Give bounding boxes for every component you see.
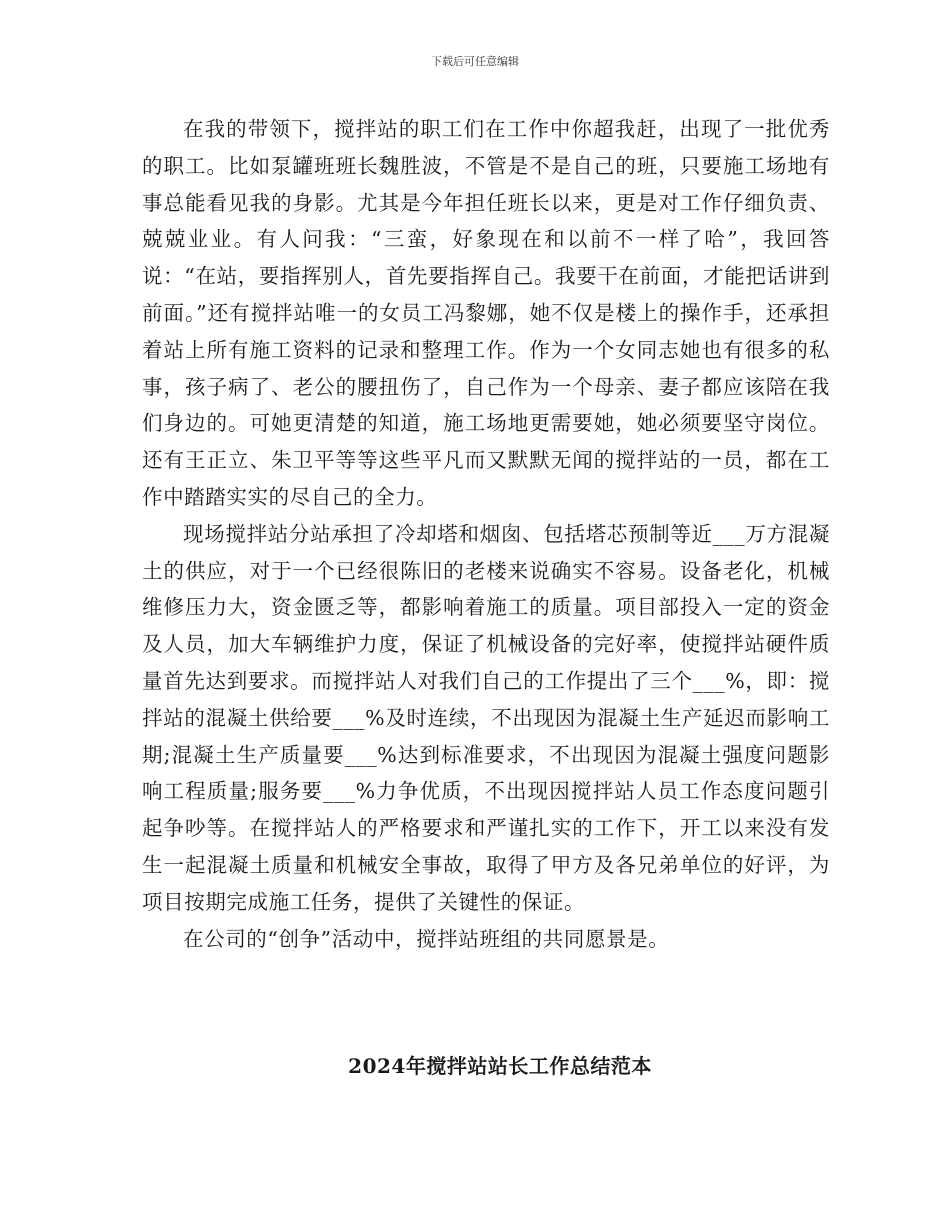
paragraph-1: 在我的带领下，搅拌站的职工们在工作中你超我赶，出现了一批优秀的职工。比如泵罐班班长魏胜波，不管是不是自己的班，只要施工场地有事总能看见我的身影。尤其是今年担任班长以来，更是对工作仔细负责、兢兢业业。有人问我：“三蛮，好象现在和以前不一样了哈”，我回答说：“在站，要指挥别人，首先要指挥自己。我要干在前面，才能把话讲到前面。”还有搅拌站唯一的女员工冯黎娜，她不仅是楼上的操作手，还承担着站上所有施工资料的记录和整理工作。作为一个女同志她也有很多的私事，孩子病了、老公的腰扭伤了，自己作为一个母亲、妻子都应该陪在我们身边的。可她更清楚的知道，施工场地更需要她，她必须要坚守岗位。还有王正立、朱卫平等等这些平凡而又默默无闻的搅拌站的一员，都在工作中踏踏实实的尽自己的全力。 [142, 117, 830, 509]
paragraph-2: 现场搅拌站分站承担了冷却塔和烟囱、包括塔芯预制等近___万方混凝土的供应，对于一个已经很陈旧的老楼来说确实不容易。设备老化，机械维修压力大，资金匮乏等，都影响着施工的质量。项目部投入一定的资金及人员，加大车辆维护力度，保证了机械设备的完好率，使搅拌站硬件质量首先达到要求。而搅拌站人对我们自己的工作提出了三个___%，即：搅拌站的混凝土供给要___%及时连续，不出现因为混凝土生产延迟而影响工期;混凝土生产质量要___%达到标准要求，不出现因为混凝土强度问题影响工程质量;服务要___%力争优质，不出现因搅拌站人员工作态度问题引起争吵等。在搅拌站人的严格要求和严谨扎实的工作下，开工以来没有发生一起混凝土质量和机械安全事故，取得了甲方及各兄弟单位的好评，为项目按期完成施工任务，提供了关键性的保证。 [142, 521, 830, 914]
page-header: 下载后可任意编辑 [431, 55, 519, 68]
document-body [142, 111, 830, 957]
document-title: 2024年搅拌站站长工作总结范本 [348, 1054, 652, 1078]
paragraph-3: 在公司的“创争”活动中，搅拌站班组的共同愿景是。 [183, 926, 670, 951]
